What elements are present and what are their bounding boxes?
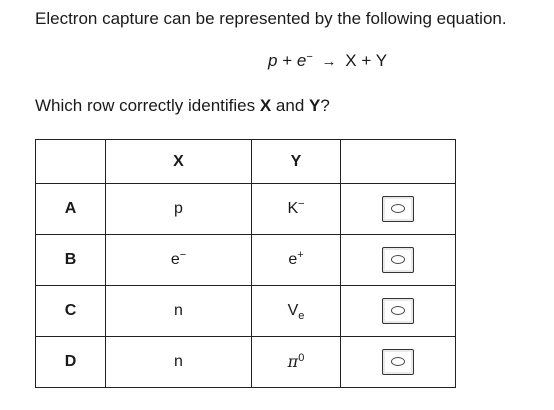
- row-b-y-charge: +: [297, 249, 304, 261]
- row-d-x: [106, 337, 252, 388]
- electron-capture-equation: [268, 50, 387, 73]
- question-x: X: [259, 96, 272, 115]
- row-letter-d: D: [36, 337, 106, 388]
- row-d-y: [252, 337, 341, 388]
- row-letter-b: B: [36, 235, 106, 286]
- row-c-x-symbol: n: [174, 302, 183, 319]
- row-d-y-symbol: π: [287, 352, 299, 371]
- equation-y: Y: [375, 51, 388, 70]
- table-header-row: [36, 140, 456, 184]
- select-option-a-button[interactable]: [382, 196, 414, 222]
- equation-arrow: →: [321, 53, 337, 70]
- row-a-choice-cell: [341, 184, 456, 235]
- question-text: [35, 95, 330, 117]
- row-b-x-charge: −: [179, 249, 187, 261]
- row-d-choice-cell: [341, 337, 456, 388]
- row-b-x-symbol: e: [170, 251, 180, 268]
- equation-electron-charge: −: [306, 51, 313, 63]
- table-row: [36, 286, 456, 337]
- row-c-y-subscript: e: [298, 310, 305, 322]
- header-choice: [341, 140, 456, 184]
- row-a-y-symbol: K: [287, 200, 299, 217]
- radio-oval-icon: [391, 204, 405, 213]
- row-d-x-symbol: n: [174, 353, 183, 370]
- row-c-y: [252, 286, 341, 337]
- question-y: Y: [309, 96, 321, 115]
- radio-oval-icon: [391, 255, 405, 264]
- question-prefix: Which row correctly identifies: [35, 96, 260, 115]
- select-option-d-button[interactable]: [382, 349, 414, 375]
- row-d-y-charge: 0: [298, 352, 305, 364]
- select-option-c-button[interactable]: [382, 298, 414, 324]
- table-row: [36, 337, 456, 388]
- radio-oval-icon: [391, 357, 405, 366]
- equation-plus-2: +: [361, 51, 372, 70]
- question-suffix: ?: [320, 96, 330, 115]
- row-a-x: [106, 184, 252, 235]
- header-x: X: [106, 140, 252, 184]
- radio-oval-icon: [391, 306, 405, 315]
- header-letter: [36, 140, 106, 184]
- select-option-b-button[interactable]: [382, 247, 414, 273]
- row-b-choice-cell: [341, 235, 456, 286]
- row-b-y-symbol: e: [288, 251, 298, 268]
- equation-proton: p: [268, 51, 278, 70]
- row-c-choice-cell: [341, 286, 456, 337]
- equation-x: X: [345, 51, 357, 70]
- row-c-x: [106, 286, 252, 337]
- row-a-y: [252, 184, 341, 235]
- row-a-y-charge: −: [298, 198, 305, 210]
- table-row: [36, 235, 456, 286]
- header-y: Y: [252, 140, 341, 184]
- row-b-y: [252, 235, 341, 286]
- row-b-x: [106, 235, 252, 286]
- table-row: [36, 184, 456, 235]
- question-middle: and: [271, 96, 309, 115]
- row-letter-a: A: [36, 184, 106, 235]
- row-letter-c: C: [36, 286, 106, 337]
- row-a-x-symbol: p: [174, 200, 183, 217]
- equation-electron: e: [296, 51, 307, 70]
- row-c-y-symbol: V: [287, 302, 299, 319]
- equation-plus-1: +: [282, 51, 293, 70]
- intro-text: Electron capture can be represented by the following equation.: [35, 9, 507, 28]
- answer-table: [35, 139, 456, 388]
